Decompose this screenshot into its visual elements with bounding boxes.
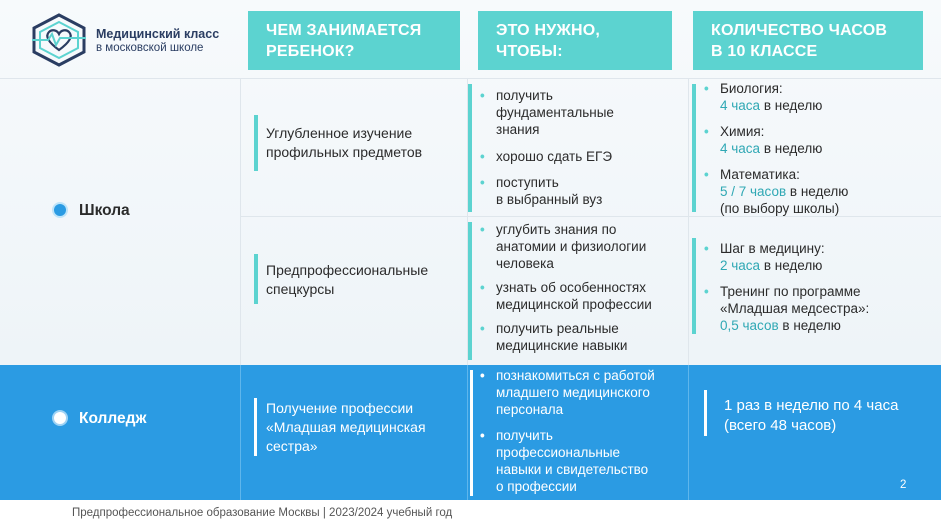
header-activity-line2: РЕБЕНОК?: [266, 43, 355, 60]
list-item: [476, 320, 686, 354]
hours-unit: в неделю: [786, 184, 849, 199]
grid-line: [240, 78, 241, 365]
grid-line: [688, 78, 689, 365]
item-line: профессиональные: [496, 445, 621, 460]
header-hours-line1: КОЛИЧЕСТВО ЧАСОВ: [711, 22, 888, 39]
item-line: • углубить знания по: [496, 222, 617, 237]
subject-name: • Химия:: [720, 124, 765, 139]
header-activity: [248, 11, 460, 70]
header-purpose-line1: ЭТО НУЖНО,: [496, 22, 601, 39]
list-item: [476, 87, 686, 138]
item-line: в выбранный вуз: [496, 192, 603, 207]
hours-unit: в неделю: [778, 318, 841, 333]
accent-bar: [470, 370, 473, 496]
hours-unit: в неделю: [760, 141, 823, 156]
activity-line: Углубленное изучение: [266, 125, 413, 141]
activity-line: Предпрофессиональные: [266, 262, 429, 278]
hours-line: [720, 317, 922, 334]
item-line: • получить: [496, 88, 553, 103]
item-line: медицинской профессии: [496, 297, 652, 312]
item-line: навыки и свидетельство: [496, 462, 649, 477]
item-line: человека: [496, 256, 554, 271]
list-item: [476, 174, 686, 208]
subject-name: «Младшая медсестра»:: [720, 301, 870, 316]
accent-bar: [254, 254, 258, 304]
list-item: [700, 166, 922, 217]
logo-subtitle: в московской школе: [96, 42, 204, 54]
row-label-college: Колледж: [79, 410, 147, 427]
list-item: [476, 367, 686, 418]
accent-bar: [254, 115, 258, 171]
college-radio-icon: [54, 412, 66, 424]
item-line: • получить реальные: [496, 321, 619, 336]
item-line: знания: [496, 122, 540, 137]
grid-line: [0, 78, 941, 79]
list-item: [700, 283, 922, 334]
hours-note: (по выбору школы): [720, 201, 840, 216]
subject-name: • Математика:: [720, 167, 800, 182]
logo-title: Медицинский класс: [96, 27, 220, 41]
hours-value: 4 часа: [720, 98, 761, 113]
item-line: младшего медицинского: [496, 385, 650, 400]
header-hours-line2: В 10 КЛАССЕ: [711, 43, 818, 60]
item-line: • познакомиться с работой: [496, 368, 655, 383]
subject-name: • Тренинг по программе: [720, 284, 861, 299]
purpose-list-college: [476, 367, 686, 495]
subject-name: • Биология:: [720, 81, 783, 96]
header-purpose-line2: ЧТОБЫ:: [496, 43, 563, 60]
activity-line: Получение профессии: [266, 400, 414, 416]
footer-text: Предпрофессиональное образование Москвы | 2023/2024 учебный год: [72, 507, 453, 519]
activity-line: «Младшая медицинская: [266, 419, 426, 435]
hours-line: [720, 97, 922, 114]
list-item: [700, 240, 922, 274]
item-line: фундаментальные: [496, 105, 614, 120]
header-hours: [693, 11, 923, 70]
accent-bar: [254, 398, 257, 456]
page-number: 2: [900, 479, 907, 491]
purpose-list-school-1: [476, 87, 686, 208]
list-item: [700, 80, 922, 114]
subject-name: • Шаг в медицину:: [720, 241, 825, 256]
activity-line: спецкурсы: [266, 281, 335, 297]
row-label-school: Школа: [79, 202, 130, 219]
header-purpose: [478, 11, 672, 70]
hours-value: 4 часа: [720, 141, 761, 156]
item-line: • получить: [496, 428, 553, 443]
list-item: [476, 148, 686, 165]
activity-line: профильных предметов: [266, 144, 423, 160]
activity-line: сестра»: [266, 438, 318, 454]
hours-unit: в неделю: [760, 98, 823, 113]
accent-bar: [468, 84, 472, 212]
list-item: [476, 427, 686, 495]
hours-college: [724, 396, 898, 436]
hours-college-line: 1 раз в неделю по 4 часа: [724, 397, 899, 414]
accent-bar: [692, 84, 696, 212]
hours-value: 0,5 часов: [720, 318, 779, 333]
item-line: медицинские навыки: [496, 338, 628, 353]
hours-college-line: (всего 48 часов): [724, 417, 837, 434]
medical-class-logo-icon: [28, 12, 90, 68]
list-item: [476, 221, 686, 272]
activity-deep-study: [266, 124, 466, 162]
school-radio-icon: [54, 204, 66, 216]
item-line: • хорошо сдать ЕГЭ: [496, 149, 613, 164]
accent-bar: [692, 238, 696, 334]
hours-value: 5 / 7 часов: [720, 184, 787, 199]
hours-line: [720, 140, 922, 157]
item-line: о профессии: [496, 479, 577, 494]
hours-line: [720, 257, 922, 274]
hours-unit: в неделю: [760, 258, 823, 273]
grid-line: [467, 365, 468, 500]
item-line: • поступить: [496, 175, 559, 190]
accent-bar: [468, 222, 472, 360]
grid-line: [688, 365, 689, 500]
item-line: персонала: [496, 402, 564, 417]
purpose-list-school-2: [476, 221, 686, 354]
hours-list-school-1: [700, 80, 922, 217]
header-activity-line1: ЧЕМ ЗАНИМАЕТСЯ: [266, 22, 422, 39]
hours-list-school-2: [700, 240, 922, 334]
item-line: • узнать об особенностях: [496, 280, 646, 295]
item-line: анатомии и физиологии: [496, 239, 647, 254]
list-item: [700, 123, 922, 157]
hours-line: [720, 183, 922, 200]
grid-line: [240, 365, 241, 500]
hours-value: 2 часа: [720, 258, 761, 273]
activity-special-courses: [266, 261, 466, 299]
list-item: [476, 279, 686, 313]
activity-profession: [266, 399, 466, 456]
accent-bar: [704, 390, 707, 436]
